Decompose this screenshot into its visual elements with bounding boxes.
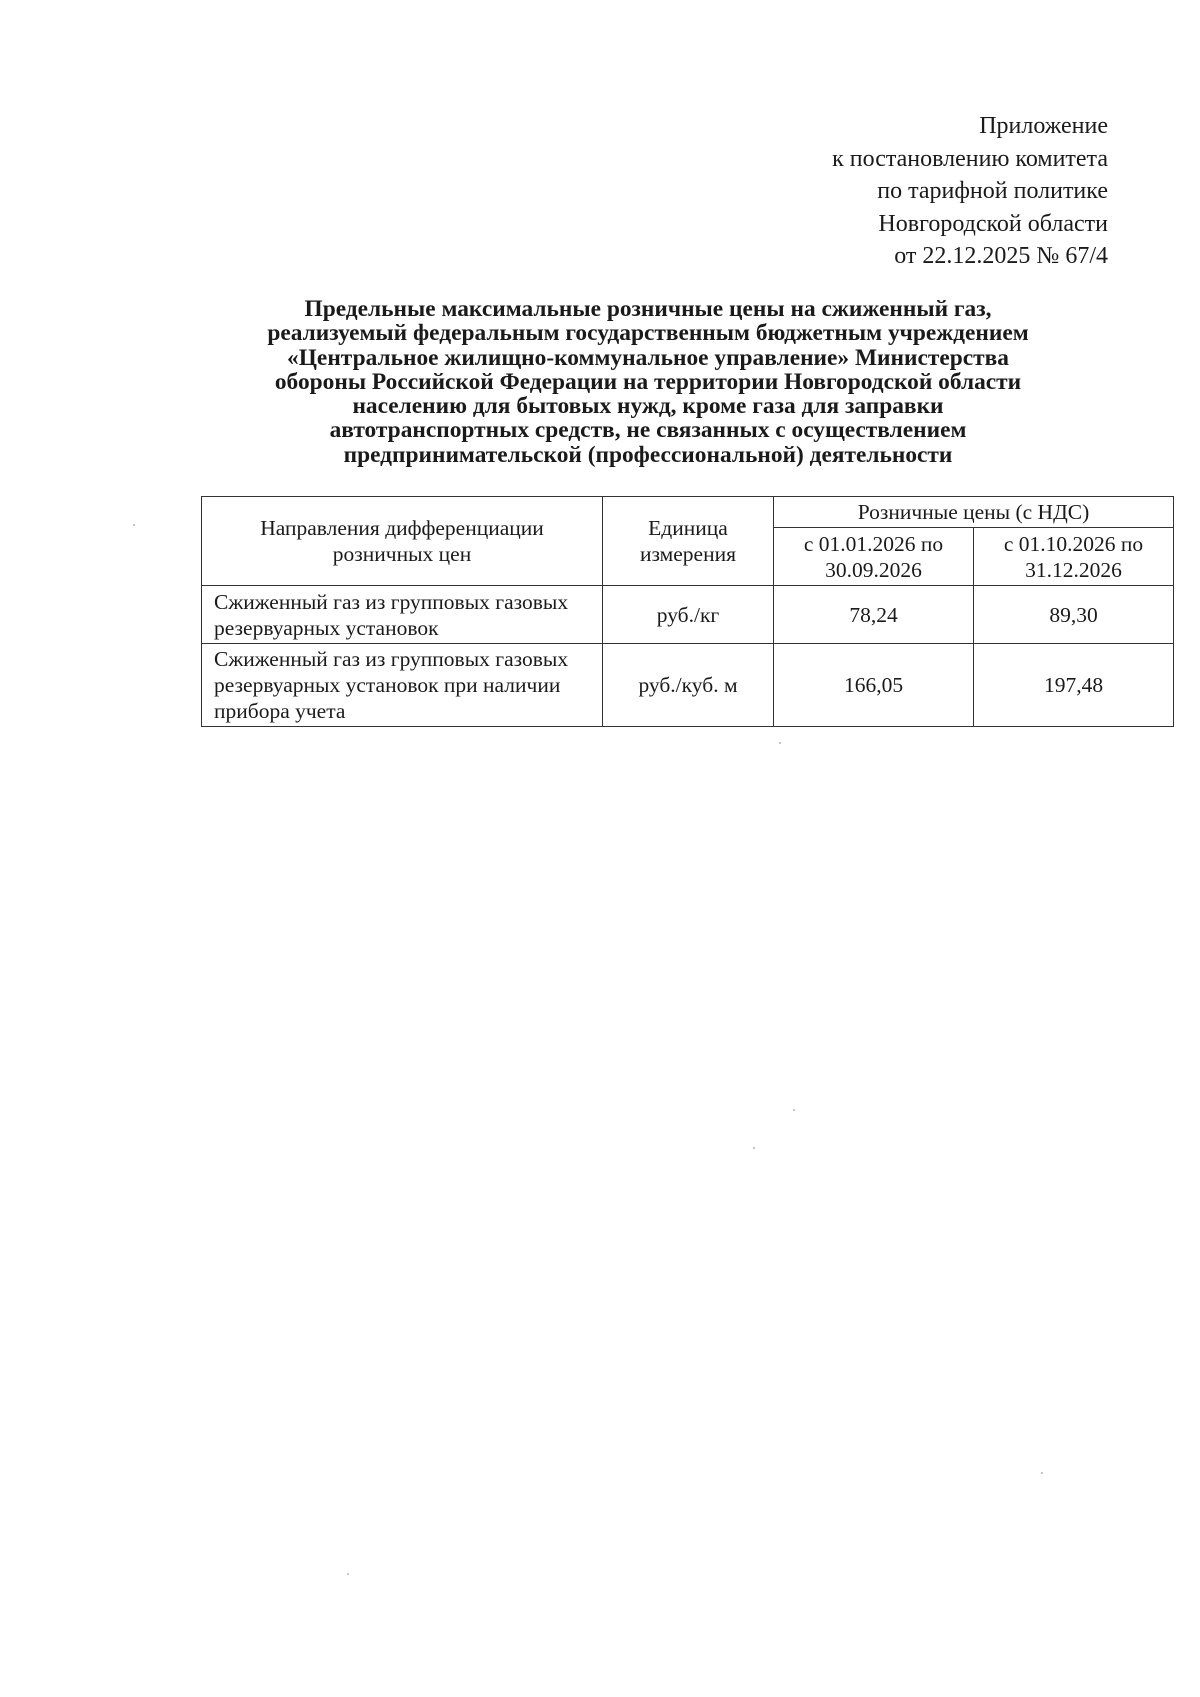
header-period-2: с 01.10.2026 по 31.12.2026: [974, 528, 1174, 586]
scan-speck: [347, 1573, 349, 1575]
header-unit: Единица измерения: [603, 497, 774, 586]
header-direction: Направления дифференциации розничных цен: [202, 497, 603, 586]
table-header-row: [202, 497, 1174, 528]
title-line: Предельные максимальные розничные цены на сжиженный газ,: [304, 296, 992, 322]
appendix-date-number: от 22.12.2025 № 67/4: [894, 243, 1108, 270]
scan-speck: [753, 1147, 755, 1149]
cell-price-period-1: 78,24: [774, 586, 974, 644]
document-title: [190, 297, 1106, 467]
header-period-1: с 01.01.2026 по 30.09.2026: [774, 528, 974, 586]
appendix-line: Приложение: [979, 113, 1108, 139]
appendix-line: Новгородской области: [878, 210, 1108, 237]
cell-direction: Сжиженный газ из групповых газовых резервуарных установок: [202, 586, 603, 644]
scan-speck: [793, 1109, 795, 1111]
table-row: [202, 586, 1174, 644]
title-line: «Центральное жилищно-коммунальное управление» Министерства: [287, 344, 1009, 371]
price-table: [201, 496, 1174, 727]
appendix-line: по тарифной политике: [877, 178, 1108, 205]
title-line: населению для бытовых нужд, кроме газа для заправки: [352, 393, 944, 420]
cell-direction: Сжиженный газ из групповых газовых резервуарных установок при наличии прибора учета: [202, 644, 603, 727]
table-row: [202, 644, 1174, 727]
header-prices: Розничные цены (с НДС): [774, 497, 1174, 528]
cell-unit: руб./куб. м: [603, 644, 774, 727]
scan-speck: [133, 524, 135, 526]
cell-unit: руб./кг: [603, 586, 774, 644]
cell-price-period-2: 197,48: [974, 644, 1174, 727]
cell-price-period-1: 166,05: [774, 644, 974, 727]
appendix-block: [588, 110, 1108, 273]
appendix-line: к постановлению комитета: [832, 145, 1108, 172]
title-line: обороны Российской Федерации на территории Новгородской области: [274, 368, 1022, 395]
scan-speck: [1041, 1472, 1043, 1474]
cell-price-period-2: 89,30: [974, 586, 1174, 644]
title-line: реализуемый федеральным государственным бюджетным учреждением: [267, 320, 1029, 347]
scan-speck: [779, 742, 781, 744]
title-line: автотранспортных средств, не связанных с осуществлением: [329, 417, 967, 444]
title-line: предпринимательской (профессиональной) деятельности: [343, 441, 953, 468]
